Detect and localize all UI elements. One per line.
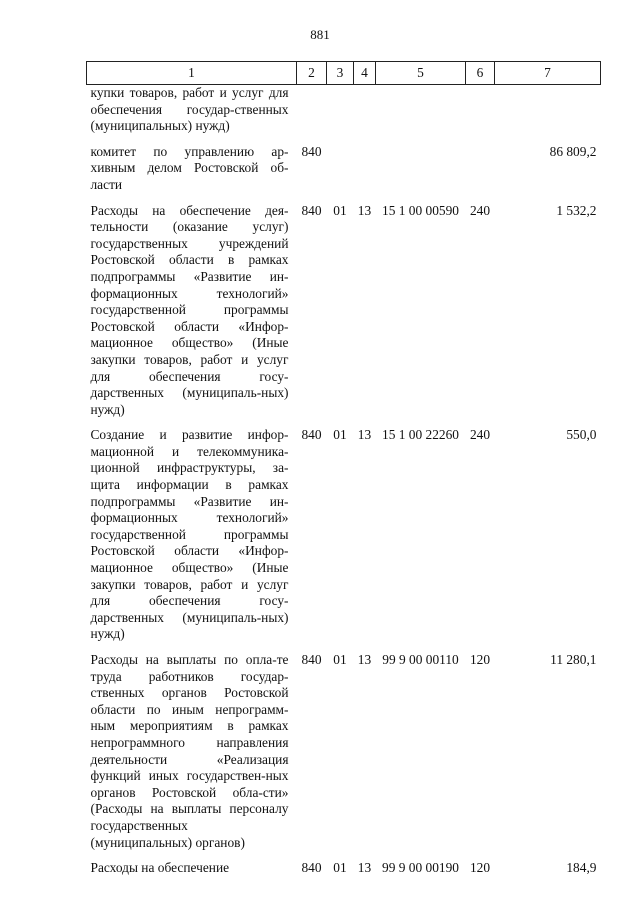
column-header: 6	[466, 62, 495, 85]
row-name	[87, 643, 297, 851]
row-name	[87, 851, 297, 877]
table-header-row	[87, 62, 601, 85]
row-sum: 184,9	[566, 860, 597, 876]
row-name-text: Расходы на выплаты по опла-те труда работников государ-ственных органов Ростовской области по иным непрограмм-ным мероприятиям в рамках непрограммного направления деятельности «Реализация функций иных государствен-ных органов Ростовской обла-сти» (Расходы на выплаты персоналу государственных (муниципальных) органов)	[90, 652, 289, 850]
row-sum: 11 280,1	[550, 652, 597, 667]
row-rz: 01	[333, 652, 347, 667]
row-vr: 240	[469, 202, 491, 218]
row-rz: 01	[333, 202, 347, 218]
row-vr	[466, 85, 495, 135]
row-name-text: купки товаров, работ и услуг для обеспечения государ-ственных (муниципальных) нужд)	[90, 85, 289, 134]
row-ved	[297, 85, 327, 135]
column-header: 7	[495, 62, 601, 85]
row-csr: 99 9 00 00110	[382, 652, 459, 667]
table-row	[87, 418, 601, 643]
row-csr: 15 1 00 22260	[382, 427, 459, 443]
column-header: 2	[297, 62, 327, 85]
row-ved: 840	[301, 143, 322, 159]
row-rz	[327, 85, 354, 135]
row-name	[87, 85, 297, 135]
row-csr: 99 9 00 00190	[382, 860, 459, 876]
row-vr: 120	[469, 860, 491, 876]
row-name	[87, 135, 297, 194]
row-vr	[466, 135, 495, 194]
row-pr	[354, 135, 376, 194]
row-sum: 1 532,2	[556, 202, 597, 218]
budget-table	[86, 61, 601, 877]
row-csr: 15 1 00 00590	[382, 202, 459, 218]
row-sum: 550,0	[566, 427, 597, 443]
row-pr: 13	[357, 202, 372, 218]
row-name-text: комитет по управлению ар-хивным делом Ростовской об-ласти	[90, 143, 289, 192]
row-pr: 13	[357, 860, 372, 876]
column-header: 4	[354, 62, 376, 85]
row-name	[87, 418, 297, 643]
row-ved: 840	[301, 202, 322, 218]
row-rz: 01	[333, 860, 347, 876]
row-name-text: Создание и развитие инфор-мационной и телекоммуника-ционной инфраструктуры, за-щита информации в рамках подпрограммы «Развитие ин-формационных технологий» государственной программы Ростовской области «Инфор-мационное общество» (Иные закупки товаров, работ и услуг для обеспечения госу-дарственных (муниципаль-ных) нужд)	[90, 427, 289, 642]
table-row	[87, 851, 601, 877]
row-pr: 13	[357, 652, 372, 667]
row-ved: 840	[301, 860, 322, 876]
table-row	[87, 643, 601, 851]
table-row	[87, 135, 601, 194]
row-vr: 120	[469, 652, 491, 667]
row-name-text: Расходы на обеспечение	[90, 860, 230, 876]
table-row	[87, 194, 601, 419]
row-csr	[376, 135, 466, 194]
page-number: 881	[310, 27, 330, 42]
row-sum: 86 809,2	[549, 143, 597, 159]
row-sum	[495, 85, 601, 135]
row-ved: 840	[301, 427, 322, 443]
row-name-text: Расходы на обеспечение дея-тельности (оказание услуг) государственных учреждений Ростовской области в рамках подпрограммы «Развитие ин-формационных технологий» государственной программы Ростовской области «Инфор-мационное общество» (Иные закупки товаров, работ и услуг для обеспечения госу-дарственных (муниципаль-ных) нужд)	[90, 202, 289, 417]
row-pr	[354, 85, 376, 135]
row-rz	[327, 135, 354, 194]
row-csr	[376, 85, 466, 135]
row-rz: 01	[333, 427, 347, 443]
column-header: 1	[87, 62, 297, 85]
row-name	[87, 194, 297, 419]
row-vr: 240	[469, 427, 491, 443]
row-pr: 13	[357, 427, 372, 443]
row-ved: 840	[301, 652, 322, 667]
column-header: 5	[376, 62, 466, 85]
table-row	[87, 85, 601, 135]
column-header: 3	[327, 62, 354, 85]
